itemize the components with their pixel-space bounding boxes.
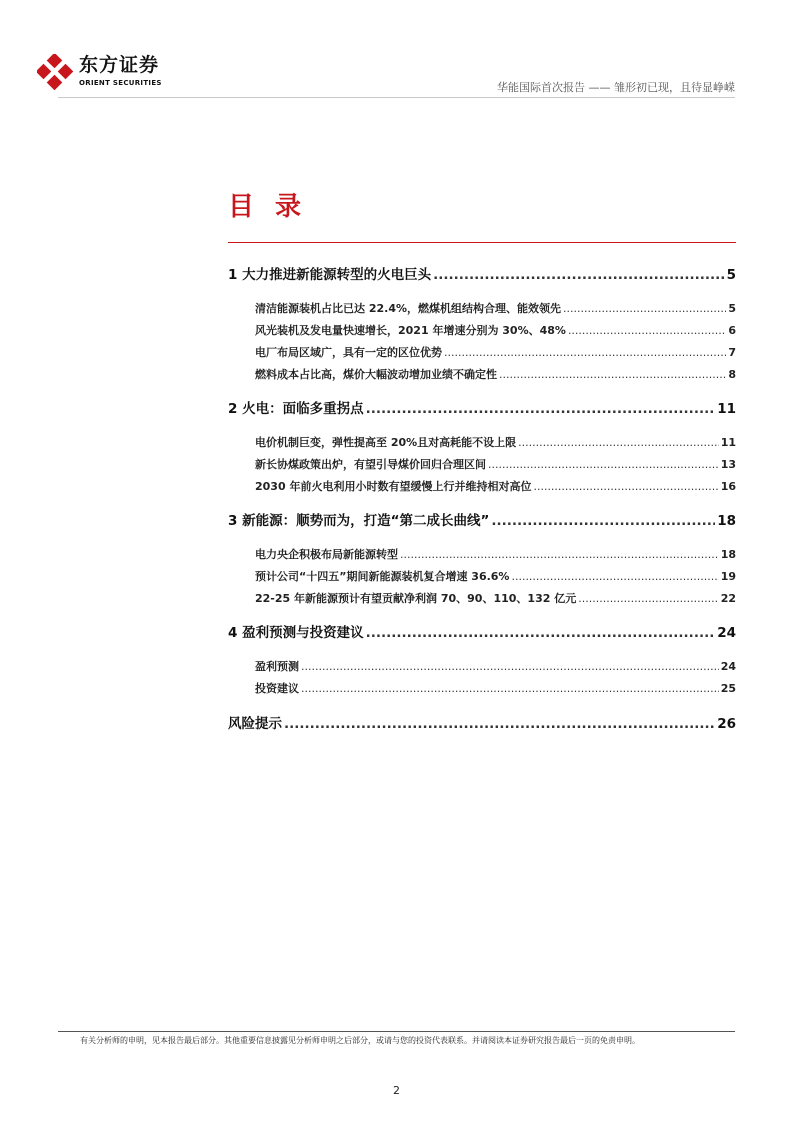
toc-subsection-page: 24 xyxy=(720,660,736,673)
toc-subsection-label: 风光装机及发电量快速增长，2021 年增速分别为 30%、48% xyxy=(255,324,566,337)
toc-subsection-label: 新长协煤政策出炉，有望引导煤价回归合理区间 xyxy=(255,458,486,471)
toc-leader-dots xyxy=(568,324,726,337)
footer-divider xyxy=(58,1031,735,1032)
toc-section-page: 11 xyxy=(717,401,736,417)
toc-subsection-page: 7 xyxy=(728,346,736,359)
toc-leader-dots xyxy=(578,592,718,605)
toc-title-underline xyxy=(228,242,736,243)
toc-subsection-label: 燃料成本占比高，煤价大幅波动增加业绩不确定性 xyxy=(255,368,497,381)
toc-leader-dots xyxy=(511,570,718,583)
toc-leader-dots xyxy=(563,302,726,315)
toc-section-label: 2 火电：面临多重拐点 xyxy=(228,401,364,417)
toc-section-entry[interactable] xyxy=(228,263,736,283)
toc-section-entry[interactable] xyxy=(228,621,736,641)
toc-subsection-entry[interactable] xyxy=(255,478,736,494)
toc-subsection-label: 电价机制巨变，弹性提高至 20%且对高耗能不设上限 xyxy=(255,436,517,449)
toc-subsection-label: 盈利预测 xyxy=(255,660,299,673)
toc-section-entry[interactable] xyxy=(228,509,736,529)
toc-subsection-label: 清洁能源装机占比已达 22.4%，燃煤机组结构合理、能效领先 xyxy=(255,302,561,315)
toc-section-label: 1 大力推进新能源转型的火电巨头 xyxy=(228,267,432,283)
toc-section-page: 24 xyxy=(717,625,736,641)
toc-subsection-page: 13 xyxy=(720,458,736,471)
toc-leader-dots xyxy=(433,267,725,283)
toc-subsection-page: 6 xyxy=(728,324,736,337)
toc-subsection-entry[interactable] xyxy=(255,680,736,696)
logo-chinese-name: 东方证券 xyxy=(79,54,160,76)
toc-subsection-entry[interactable] xyxy=(255,568,736,584)
toc-subsection-entry[interactable] xyxy=(255,658,736,674)
toc-subsection-page: 16 xyxy=(720,480,736,493)
toc-leader-dots xyxy=(499,368,726,381)
toc-subsection-label: 2030 年前火电利用小时数有望缓慢上行并维持相对高位 xyxy=(255,480,532,493)
toc-section-label: 4 盈利预测与投资建议 xyxy=(228,625,364,641)
toc-subsection-label: 预计公司“十四五”期间新能源装机复合增速 36.6% xyxy=(255,570,510,583)
toc-leader-dots xyxy=(400,548,719,561)
toc-section-entry[interactable] xyxy=(228,397,736,417)
toc-subsection-entry[interactable] xyxy=(255,300,736,316)
toc-subsection-label: 电力央企积极布局新能源转型 xyxy=(255,548,398,561)
toc-section-label: 风险提示 xyxy=(228,716,282,732)
toc-section-page: 26 xyxy=(717,716,736,732)
toc-subsection-label: 22-25 年新能源预计有望贡献净利润 70、90、110、132 亿元 xyxy=(255,592,577,605)
toc-subsection-entry[interactable] xyxy=(255,456,736,472)
toc-subsection-page: 25 xyxy=(720,682,736,695)
toc-subsection-page: 5 xyxy=(728,302,736,315)
toc-leader-dots xyxy=(533,480,718,493)
toc-leader-dots xyxy=(301,660,719,673)
toc-subsection-page: 8 xyxy=(728,368,736,381)
toc-section-page: 18 xyxy=(717,513,736,529)
toc-subsection-entry[interactable] xyxy=(255,344,736,360)
toc-leader-dots xyxy=(444,346,726,359)
toc-leader-dots xyxy=(491,513,715,529)
toc-subsection-entry[interactable] xyxy=(255,546,736,562)
logo-english-name: ORIENT SECURITIES xyxy=(79,79,162,87)
toc-section-page: 5 xyxy=(726,267,736,283)
toc-section-label: 3 新能源：顺势而为，打造“第二成长曲线” xyxy=(228,513,490,529)
toc-subsection-entry[interactable] xyxy=(255,366,736,382)
toc-leader-dots xyxy=(366,625,716,641)
page-number: 2 xyxy=(393,1084,400,1097)
header-divider xyxy=(58,97,735,98)
toc-leader-dots xyxy=(301,682,719,695)
toc-subsection-label: 投资建议 xyxy=(255,682,299,695)
toc-subsection-entry[interactable] xyxy=(255,434,736,450)
toc-subsection-entry[interactable] xyxy=(255,322,736,338)
orient-logo-icon xyxy=(37,54,73,90)
toc-subsection-page: 22 xyxy=(720,592,736,605)
toc-leader-dots xyxy=(518,436,719,449)
toc-leader-dots xyxy=(488,458,719,471)
toc-title: 目 录 xyxy=(228,192,308,222)
footer-disclaimer: 有关分析师的申明，见本报告最后部分。其他重要信息披露见分析师申明之后部分，或请与您的投资代表联系。并请阅读本证券研究报告最后一页的免责申明。 xyxy=(80,1036,640,1045)
toc-leader-dots xyxy=(284,716,715,732)
toc-leader-dots xyxy=(366,401,716,417)
toc-subsection-page: 19 xyxy=(720,570,736,583)
toc-subsection-entry[interactable] xyxy=(255,590,736,606)
report-title: 华能国际首次报告 —— 雏形初已现，且待显峥嵘 xyxy=(497,81,735,94)
toc-subsection-label: 电厂布局区域广，具有一定的区位优势 xyxy=(255,346,442,359)
toc-subsection-page: 11 xyxy=(720,436,736,449)
toc-section-entry[interactable] xyxy=(228,712,736,732)
toc-subsection-page: 18 xyxy=(720,548,736,561)
company-logo xyxy=(37,52,177,92)
